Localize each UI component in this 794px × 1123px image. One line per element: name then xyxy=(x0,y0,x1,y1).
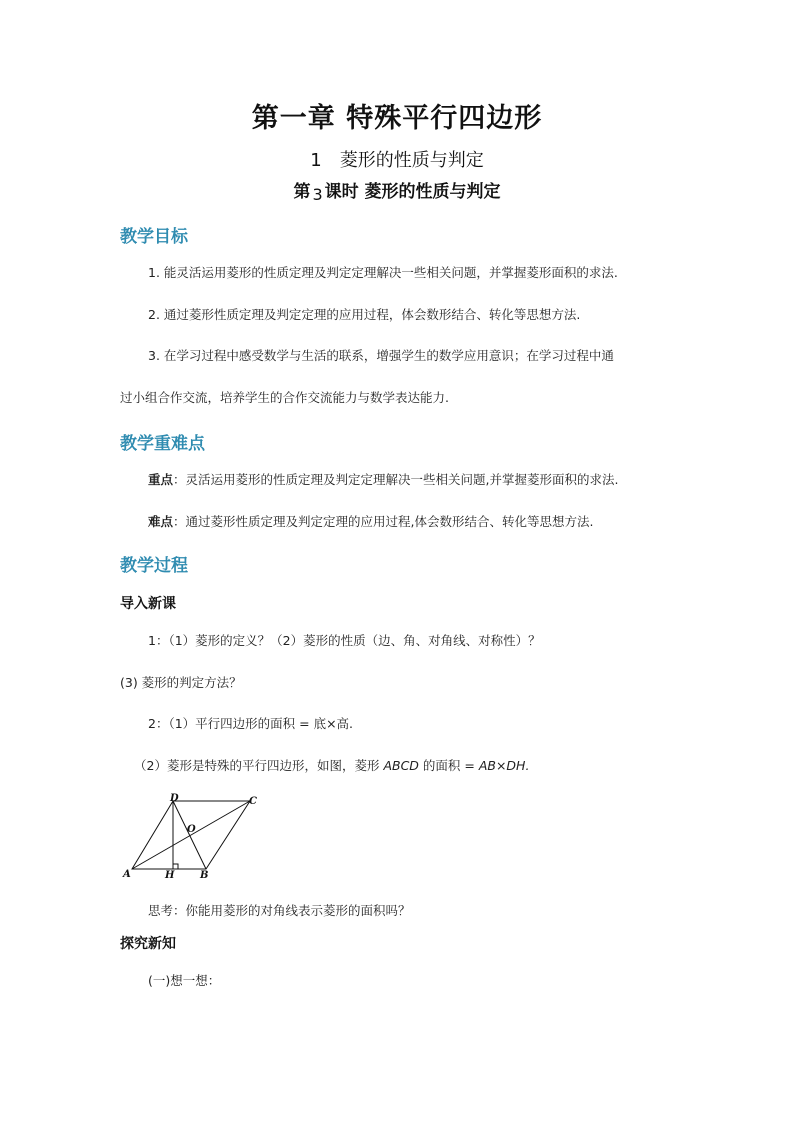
label-a: A xyxy=(123,869,131,880)
label-b: B xyxy=(200,870,209,881)
question-1-part-3: (3) 菱形的判定方法？ xyxy=(120,675,242,690)
q2b-mid: 的面积 = xyxy=(418,758,479,773)
right-angle-mark xyxy=(173,864,178,869)
objective-3-cont: 过小组合作交流，培养学生的合作交流能力与数学表达能力. xyxy=(120,390,449,405)
objective-3: 3. 在学习过程中感受数学与生活的联系，增强学生的数学应用意识；在学习过程中通 xyxy=(148,348,614,363)
focus-point xyxy=(148,470,618,488)
section-title xyxy=(0,146,794,172)
question-1: 1：（1）菱形的定义？（2）菱形的性质（边、角、对角线、对称性）？ xyxy=(148,633,541,648)
think-question: 思考：你能用菱形的对角线表示菱形的面积吗？ xyxy=(148,903,411,918)
question-2-part-2 xyxy=(134,756,529,774)
section-name: 菱形的性质与判定 xyxy=(339,150,484,171)
label-d: D xyxy=(170,793,179,804)
question-2: 2：（1）平行四边形的面积 = 底×高. xyxy=(148,716,354,731)
difficulty-point xyxy=(148,512,593,530)
lesson-number: 3 xyxy=(312,185,323,204)
objectives-heading: 教学目标 xyxy=(120,227,188,247)
area-formula: AB×DH. xyxy=(478,758,530,773)
difficulty-label: 难点 xyxy=(148,514,174,529)
focus-text: ：灵活运用菱形的性质定理及判定定理解决一些相关问题,并掌握菱形面积的求法. xyxy=(173,472,619,487)
label-c: C xyxy=(249,796,257,807)
q2b-text: （2）菱形是特殊的平行四边形，如图，菱形 xyxy=(134,758,384,773)
explore-heading: 探究新知 xyxy=(120,936,176,952)
diagonal-ac xyxy=(132,801,250,869)
chapter-title: 第一章 特殊平行四边形 xyxy=(251,103,543,134)
objective-2: 2. 通过菱形性质定理及判定定理的应用过程，体会数形结合、转化等思想方法. xyxy=(148,307,581,322)
rhombus-figure xyxy=(118,790,268,882)
explore-item: (一)想一想： xyxy=(148,973,221,988)
intro-heading: 导入新课 xyxy=(120,596,176,612)
lesson-title xyxy=(0,177,794,202)
difficulty-text: ：通过菱形性质定理及判定定理的应用过程,体会数形结合、转化等思想方法. xyxy=(173,514,594,529)
lesson-prefix: 第 xyxy=(293,182,311,202)
label-h: H xyxy=(165,870,175,881)
process-heading: 教学过程 xyxy=(120,556,188,576)
lesson-suffix: 课时 菱形的性质与判定 xyxy=(324,182,501,202)
rhombus-name: ABCD xyxy=(383,758,419,773)
label-o: O xyxy=(187,824,196,835)
diagonal-bd xyxy=(173,801,206,869)
key-points-heading: 教学重难点 xyxy=(120,434,205,454)
section-number: 1 xyxy=(310,150,322,171)
focus-label: 重点 xyxy=(148,472,174,487)
objective-1: 1. 能灵活运用菱形的性质定理及判定定理解决一些相关问题，并掌握菱形面积的求法. xyxy=(148,265,618,280)
